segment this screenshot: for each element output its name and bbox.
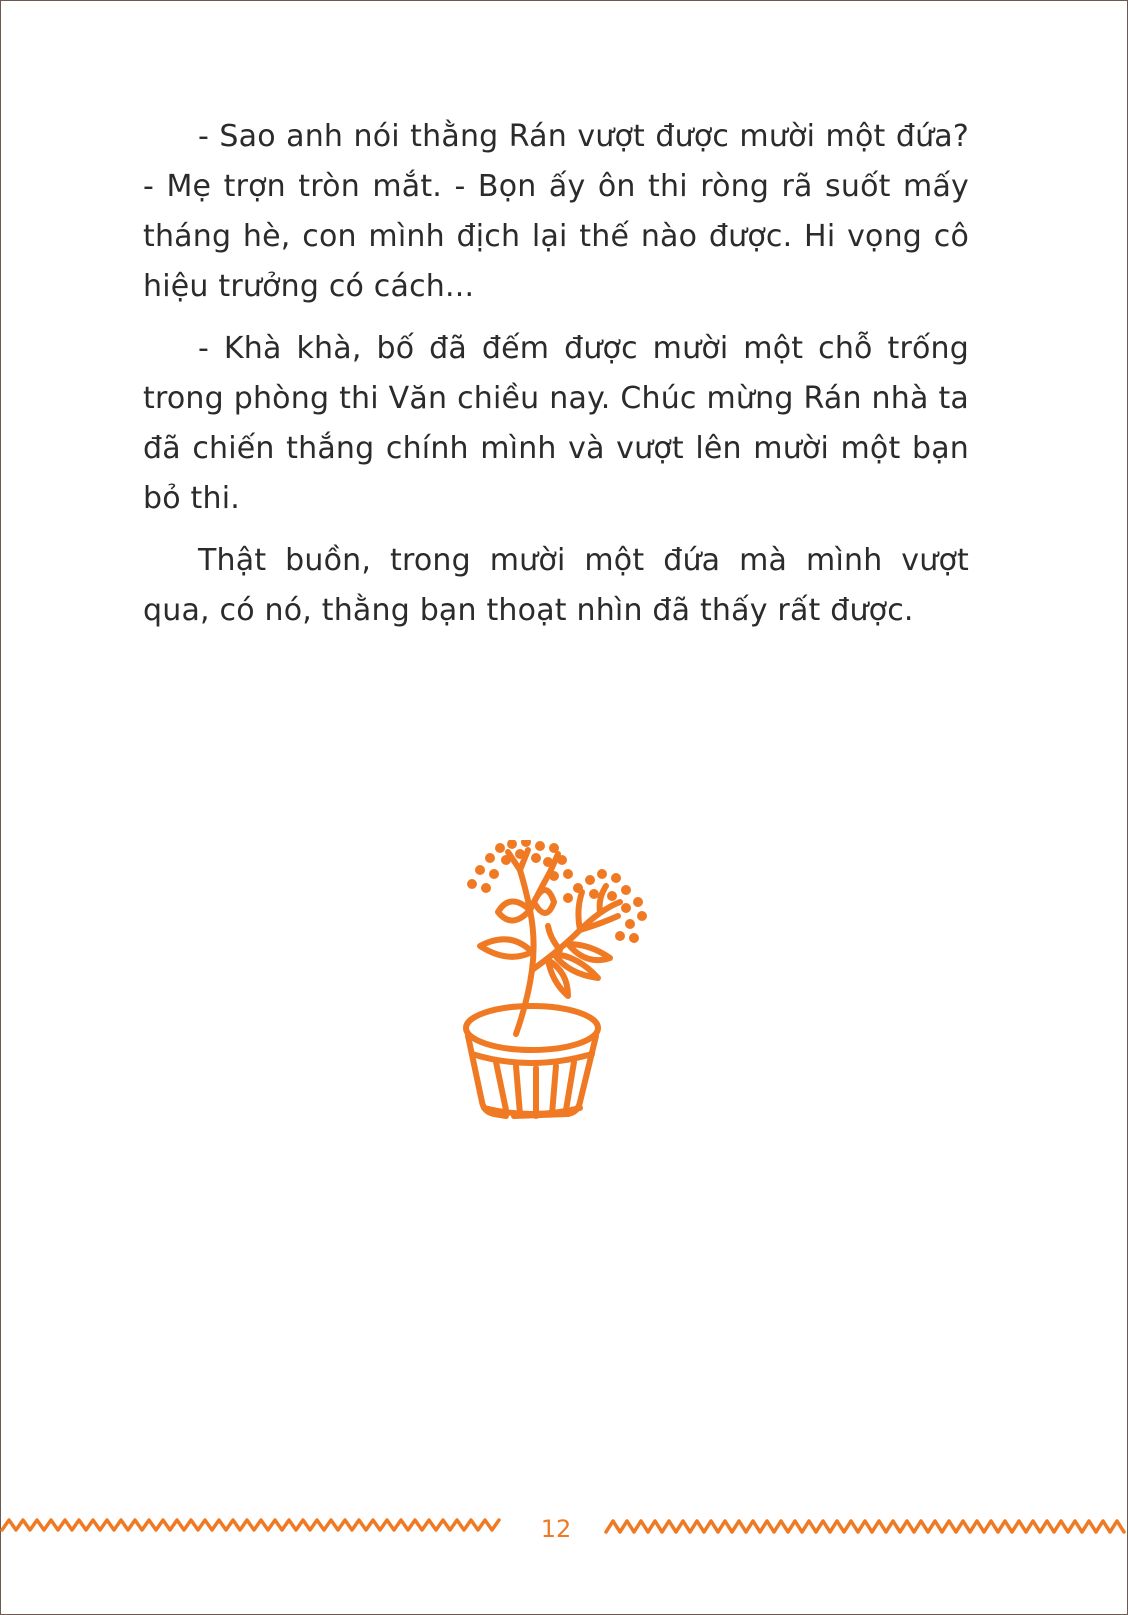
paragraph-2: - Khà khà, bố đã đếm được mười một chỗ trống trong phòng thi Văn chiều nay. Chúc mừng Rán nhà ta đã chiến thắng chính mình và vượt lên mười một bạn bỏ thi. xyxy=(143,331,969,516)
potted-plant-icon xyxy=(450,840,670,1210)
paragraph-1: - Sao anh nói thằng Rán vượt được mười một đứa? - Mẹ trợn tròn mắt. - Bọn ấy ôn thi ròng rã suốt mấy tháng hè, con mình địch lại thế nào được. Hi vọng cô hiệu trưởng có cách... xyxy=(143,119,969,304)
page-number: 12 xyxy=(540,1515,572,1543)
story-text xyxy=(143,112,969,648)
paragraph-3: Thật buồn, trong mười một đứa mà mình vượt qua, có nó, thằng bạn thoạt nhìn đã thấy rất được. xyxy=(143,543,969,628)
zigzag-right xyxy=(606,1521,1124,1532)
zigzag-left xyxy=(2,1520,499,1530)
